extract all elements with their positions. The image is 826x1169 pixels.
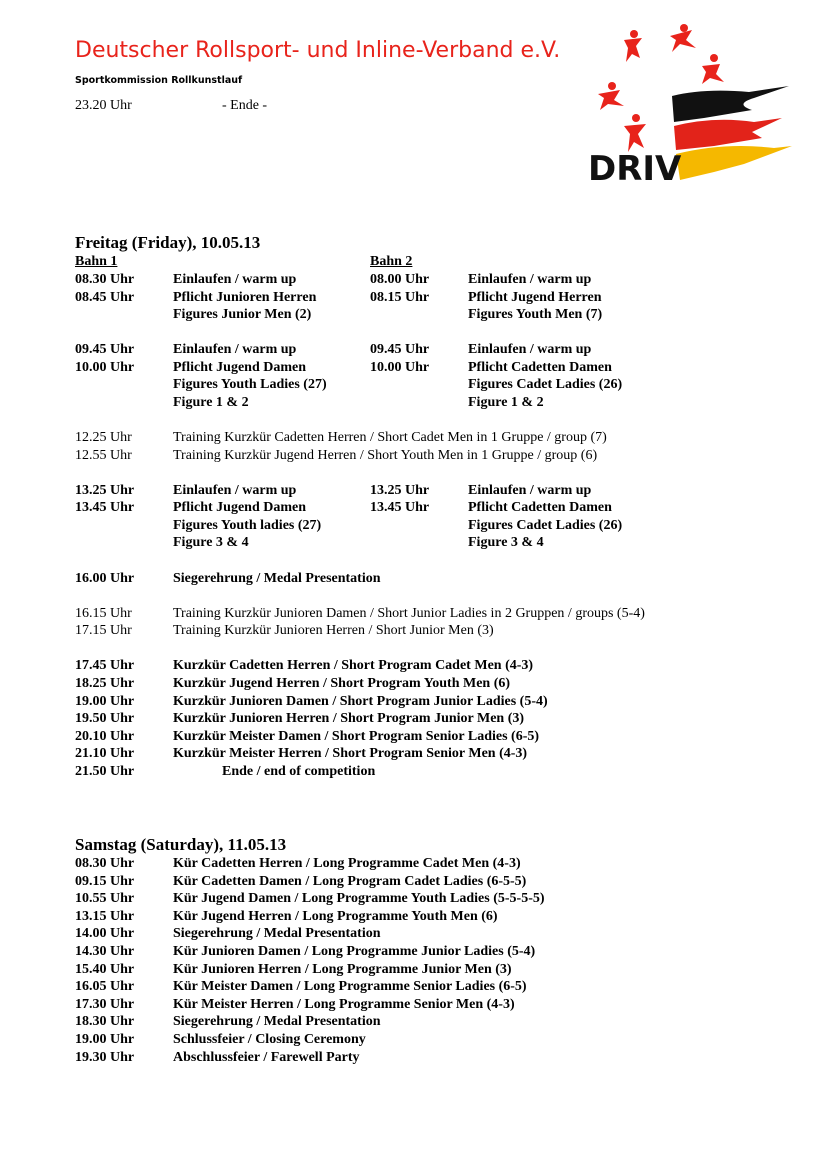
time-cell: 16.15 Uhr [75,606,132,621]
friday-heading: Freitag (Friday), 10.05.13 [75,233,261,252]
schedule-row [0,570,826,588]
time-cell: 08.45 Uhr [75,290,135,305]
schedule-row [0,710,826,728]
schedule-row [0,1031,826,1049]
time-cell: 08.30 Uhr [75,272,135,287]
event-cell: Kurzkür Cadetten Herren / Short Program Cadet Men (4-3) [173,658,534,673]
event-cell: Abschlussfeier / Farewell Party [173,1049,360,1065]
time-cell: 15.40 Uhr [75,961,135,977]
time-cell: 13.45 Uhr [75,500,135,515]
time-cell: 20.10 Uhr [75,729,135,744]
time-cell: 13.25 Uhr [370,483,430,498]
event-cell: Kurzkür Jugend Herren / Short Program Youth Men (6) [173,676,511,691]
time-cell: 08.00 Uhr [370,272,430,287]
time-cell: 17.45 Uhr [75,658,135,673]
time-cell: 10.00 Uhr [75,360,135,375]
time-cell: 19.30 Uhr [75,1049,135,1065]
event-cell: Kür Meister Herren / Long Programme Senior Men (4-3) [173,996,515,1012]
event-cell: Kür Jugend Herren / Long Programme Youth Men (6) [173,908,498,924]
event-cell: Pflicht Jugend Herren [468,290,602,305]
schedule-row [0,429,826,447]
schedule-row [0,1013,826,1031]
schedule-row [0,605,826,623]
time-cell: 10.55 Uhr [75,891,135,907]
event-cell: Pflicht Jugend Damen [173,360,306,375]
time-cell: 18.30 Uhr [75,1014,135,1030]
schedule-row [0,745,826,763]
time-cell: 08.15 Uhr [370,290,430,305]
event-cell: Kurzkür Meister Herren / Short Program Senior Men (4-3) [173,746,528,761]
event-cell: Einlaufen / warm up [468,272,592,287]
schedule-row [0,447,826,465]
schedule-row [0,359,826,377]
event-cell: Pflicht Cadetten Damen [468,500,612,515]
schedule-row [0,908,826,926]
time-cell: 17.30 Uhr [75,996,135,1012]
schedule-row [0,394,826,412]
time-cell: 08.30 Uhr [75,856,135,871]
schedule-row [0,482,826,500]
saturday-heading: Samstag (Saturday), 11.05.13 [75,835,287,854]
event-cell: Einlaufen / warm up [173,483,297,498]
event-cell: Kür Cadetten Herren / Long Programme Cadet Men (4-3) [173,856,521,871]
event-cell: Kür Jugend Damen / Long Programme Youth Ladies (5-5-5-5) [173,891,545,907]
schedule-row [0,873,826,891]
time-cell: 13.25 Uhr [75,483,135,498]
event-cell: Kür Cadetten Damen / Long Program Cadet Ladies (6-5-5) [173,873,527,889]
event-cell: Pflicht Junioren Herren [173,290,317,305]
event-cell: Schlussfeier / Closing Ceremony [173,1032,366,1047]
lane1-label: Bahn 1 [75,254,118,269]
event-cell: Figure 3 & 4 [173,535,249,550]
time-cell: 10.00 Uhr [370,360,430,375]
event-cell: Einlaufen / warm up [468,342,592,357]
event-cell: Figures Youth Men (7) [468,307,603,322]
schedule-row [0,622,826,640]
schedule-row [0,925,826,943]
event-cell: Kür Meister Damen / Long Programme Senior Ladies (6-5) [173,979,527,995]
event-cell: Figure 1 & 2 [173,395,249,410]
schedule-row [0,763,826,781]
schedule-row [0,657,826,675]
schedule-row [0,855,826,873]
event-cell: Kurzkür Junioren Damen / Short Program Junior Ladies (5-4) [173,694,548,709]
schedule-row [0,517,826,535]
schedule-row [0,271,826,289]
schedule-row [0,728,826,746]
time-cell: 19.50 Uhr [75,711,135,726]
event-cell: Training Kurzkür Jugend Herren / Short Youth Men in 1 Gruppe / group (6) [173,448,598,463]
time-cell: 14.00 Uhr [75,926,135,942]
event-cell: Training Kurzkür Junioren Damen / Short Junior Ladies in 2 Gruppen / groups (5-4) [173,606,645,621]
schedule-row [0,943,826,961]
event-cell: Figure 1 & 2 [468,395,544,410]
schedule-row [0,675,826,693]
event-cell: Kurzkür Meister Damen / Short Program Senior Ladies (6-5) [173,729,540,744]
time-cell: 17.15 Uhr [75,623,132,638]
time-cell: 18.25 Uhr [75,676,135,691]
schedule-row [0,890,826,908]
commission-subtitle: Sportkommission Rollkunstlauf [75,75,243,86]
schedule-row [0,534,826,552]
end-label: - Ende - [222,98,268,113]
event-cell: Figures Youth ladies (27) [173,518,322,533]
event-cell: Siegerehrung / Medal Presentation [173,926,381,942]
event-cell: Pflicht Jugend Damen [173,500,306,515]
event-cell: Einlaufen / warm up [468,483,592,498]
event-cell: Training Kurzkür Junioren Herren / Short Junior Men (3) [173,623,494,638]
time-cell: 13.45 Uhr [370,500,430,515]
event-cell: Figure 3 & 4 [468,535,544,550]
time-cell: 16.00 Uhr [75,571,135,586]
time-cell: 16.05 Uhr [75,979,135,995]
event-cell: Training Kurzkür Cadetten Herren / Short Cadet Men in 1 Gruppe / group (7) [173,430,607,445]
org-title: Deutscher Rollsport- und Inline-Verband e.V. [75,38,561,63]
time-cell: 13.15 Uhr [75,908,135,924]
schedule-row [0,1049,826,1067]
time-cell: 21.10 Uhr [75,746,135,761]
event-cell: Figures Junior Men (2) [173,307,312,322]
schedule-row [0,306,826,324]
lane2-label: Bahn 2 [370,254,413,269]
schedule-row [0,289,826,307]
event-cell: Kür Junioren Damen / Long Programme Junior Ladies (5-4) [173,944,536,959]
schedule-row [0,693,826,711]
event-cell: Siegerehrung / Medal Presentation [173,1014,381,1030]
schedule-row [0,978,826,996]
time-cell: 21.50 Uhr [75,764,135,779]
lane-headers [0,253,826,271]
schedule-row [0,996,826,1014]
schedule-row [0,499,826,517]
time-cell: 09.15 Uhr [75,873,135,889]
event-cell: Ende / end of competition [222,764,376,779]
event-cell: Einlaufen / warm up [173,272,297,287]
schedule-row [0,341,826,359]
time-cell: 09.45 Uhr [370,342,430,357]
event-cell: Kurzkür Junioren Herren / Short Program Junior Men (3) [173,711,525,726]
time-cell: 19.00 Uhr [75,1032,135,1047]
driv-logo [584,14,796,184]
schedule-row [0,961,826,979]
time-cell: 12.55 Uhr [75,448,132,463]
time-cell: 19.00 Uhr [75,694,135,709]
time-cell: 09.45 Uhr [75,342,135,357]
event-cell: Siegerehrung / Medal Presentation [173,571,381,586]
time-cell: 12.25 Uhr [75,430,132,445]
event-cell: Pflicht Cadetten Damen [468,360,612,375]
event-cell: Figures Cadet Ladies (26) [468,518,623,533]
end-time: 23.20 Uhr [75,98,132,113]
logo-text: DRIV [588,149,682,184]
schedule-row [0,376,826,394]
event-cell: Figures Youth Ladies (27) [173,377,327,392]
time-cell: 14.30 Uhr [75,944,135,959]
event-cell: Kür Junioren Herren / Long Programme Junior Men (3) [173,961,512,977]
event-cell: Figures Cadet Ladies (26) [468,377,623,392]
event-cell: Einlaufen / warm up [173,342,297,357]
